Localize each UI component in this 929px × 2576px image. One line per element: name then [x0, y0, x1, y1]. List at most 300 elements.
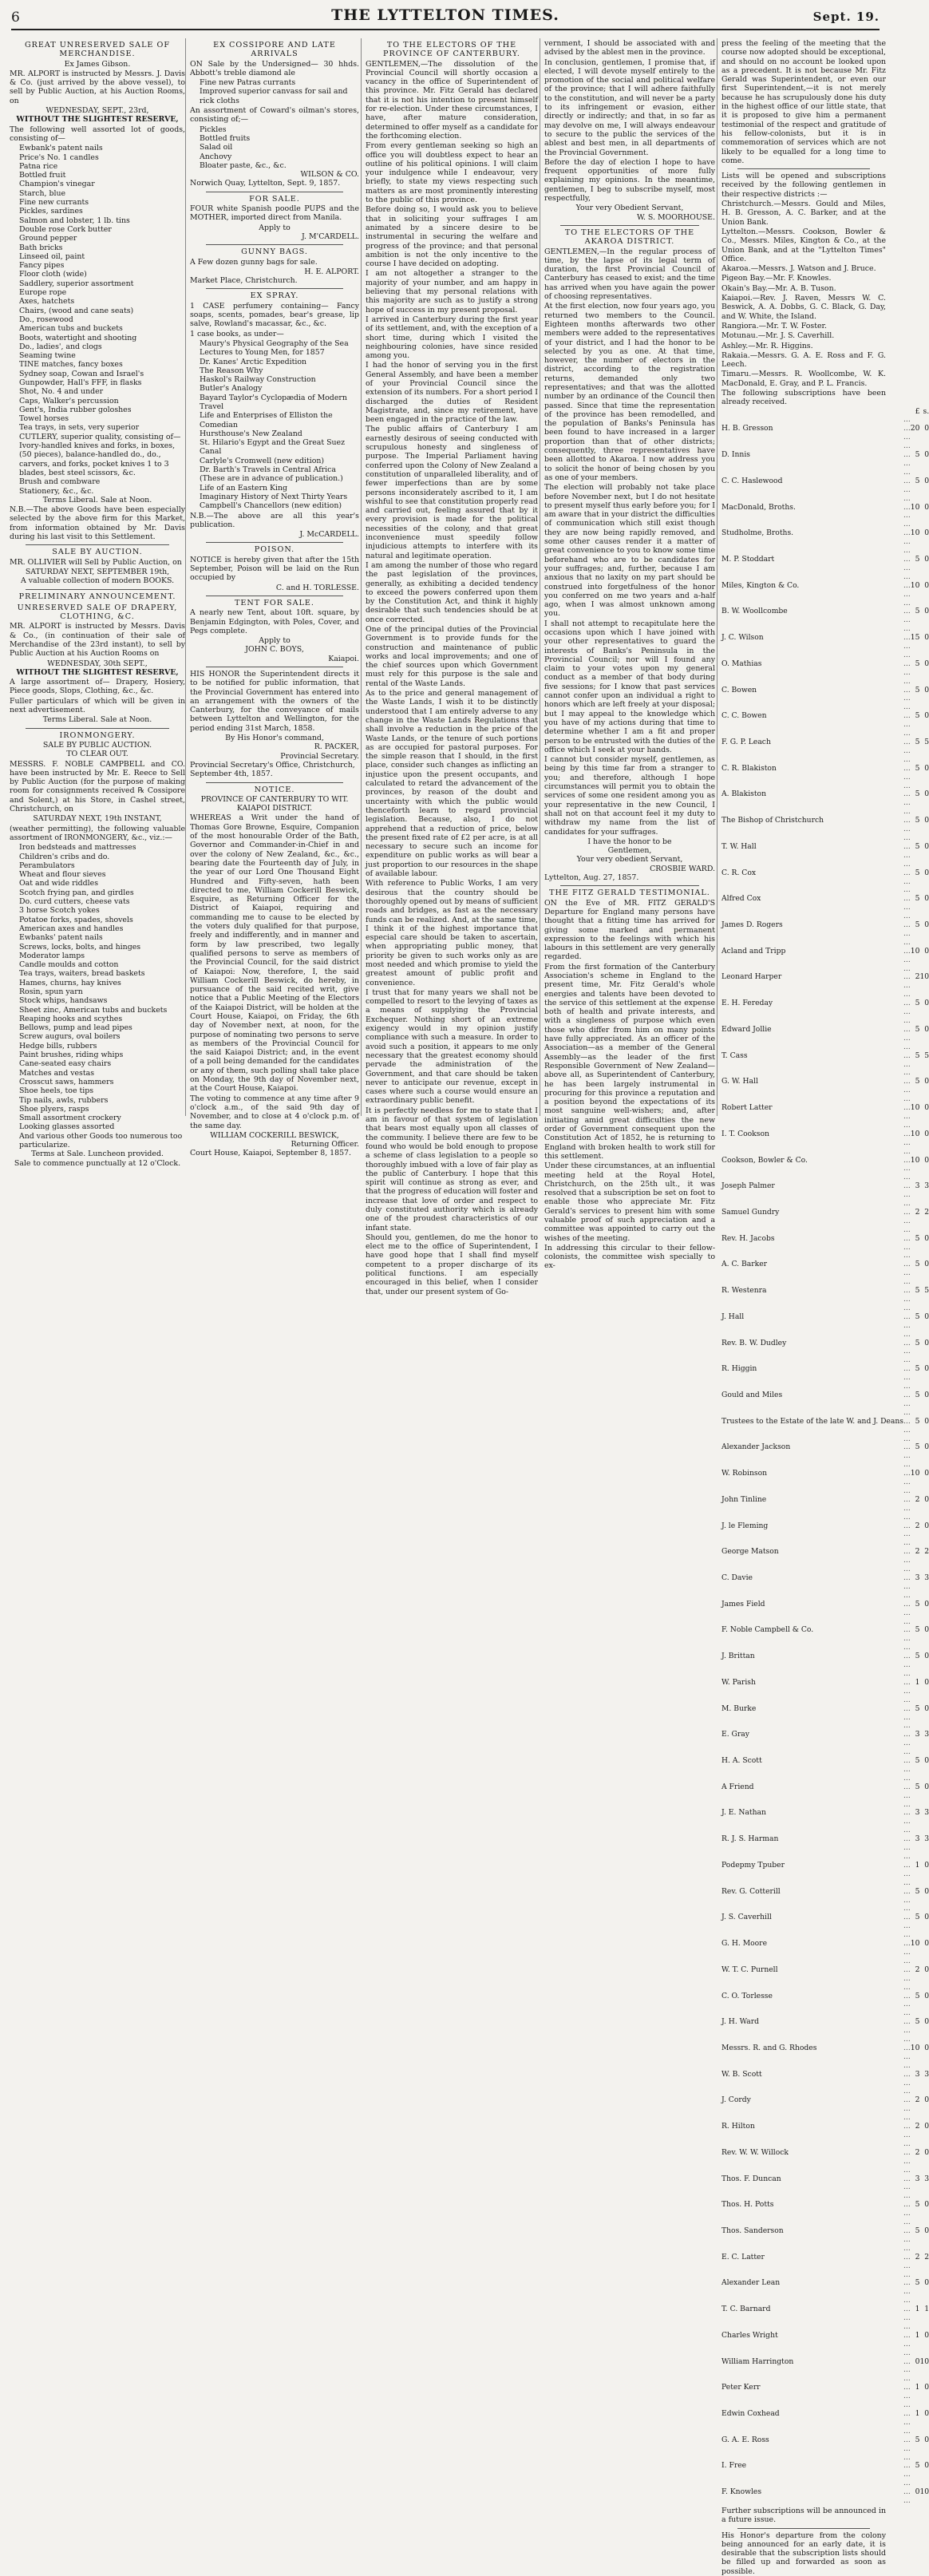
amount-shillings: 0: [924, 580, 929, 590]
ad-terms: Sale to commence punctually at 12 o'Clock.: [14, 1158, 181, 1168]
leader-dots: ... ... ...: [903, 1016, 911, 1043]
amount-shillings: 0: [924, 816, 929, 825]
leader-dots: ... ... ...: [903, 1329, 911, 1356]
list-item: Campbell's Chancellors (new edition): [200, 501, 342, 511]
ad-terms: Terms Liberal. Sale at Noon.: [42, 715, 152, 725]
table-row: [721, 1278, 929, 1304]
amount-pounds: 2: [915, 1547, 920, 1557]
amount-pounds: 5: [915, 1024, 920, 1034]
amount-shillings: 0: [924, 1494, 929, 1504]
amount-pounds: 15: [910, 633, 920, 643]
notice-heading: NOTICE.: [254, 785, 295, 794]
table-row: [721, 782, 929, 809]
notice-body: WHEREAS a Writ under the hand of Thomas Gore Browne, Esquire, Companion of the most honourable Order of the Bath, Governor and Commander-in-Chief in and over the colony of New Zealand, &c., &c., bearing date the Fourteenth day of July, in the year of our Lord One Thousand Eight Hundred and Fifty-seven, hath been directed to me, William Cockerill Beswick, Esquire, as Returning Officer for the District of Kaiapoi, requiring and commanding me to cause to be elected by the voters duly qualified for that purpose, freely and indifferently, and in manner and form by law prescribed, two legally qualified persons to serve as members of the Provincial Council, for the said district of Kaiapoi: Now, therefore, I, the said William Cockerill Beswick, do hereby, in pursuance of the said recited writ, give notice that a Public Meeting of the Electors of the Kaiapoi District, will be holden at the Court House, Kaiapoi, on Friday, the 6th day of November next, at noon, for the purpose of nominating two persons to serve as members of the Provincial Council for the said Kaiapoi District; and, in the event of a poll being demanded for the candidates or any of them, such polling shall take place on Monday, the 9th day of November next, at the Court House, Kaiapoi.: [190, 813, 359, 1094]
leader-dots: ... ... ...: [903, 1512, 911, 1539]
ad-body: Fuller particulars of which will be given in next advertisement.: [10, 696, 185, 715]
table-row: [721, 2114, 929, 2140]
amount-pounds: 5: [915, 2200, 920, 2210]
table-row: [721, 1331, 929, 1357]
paragraph: The election will probably not take place before November next, but I do not hesitate to present myself thus early before you; for I am aware that in your district the difficulties of communication which still exist though they are now being rapidly removed, and some other causes render it a matter of great convenience to you to know some time beforehand who are to be candidates for your suffrages; and, further, because I am anxious that no laxity on my part should be construed into forgetfulness of the honor you conferred on me two years and a-half ago, when I was almost unknown among you.: [544, 483, 715, 619]
leader-dots: ... ... ...: [903, 1277, 911, 1304]
amount-pounds: 1: [915, 1677, 920, 1687]
subscriber-name: C. C. Haslewood: [721, 476, 783, 485]
subscriber-name: Miles, Kington & Co.: [721, 580, 800, 590]
amount-pounds: 5: [915, 685, 920, 694]
amount-pounds: 5: [915, 2461, 920, 2471]
amount-pounds: 10: [910, 528, 920, 538]
list-item: Lyttelton.—Messrs. Cookson, Bowler & Co., Messrs. Miles, Kington & Co., at the Union Bank, and at the "Lyttelton Times" Office.: [721, 227, 886, 263]
address-heading: TO THE ELECTORS OF THE PROVINCE OF CANTERBURY.: [383, 41, 520, 59]
subscriber-name: Thos. F. Duncan: [721, 2174, 781, 2183]
amount-shillings: 0: [924, 1442, 929, 1452]
address-body: [544, 39, 715, 203]
list-item: Small assortment crockery: [19, 1114, 121, 1123]
amount-pounds: 5: [915, 2435, 920, 2444]
table-row: [721, 2401, 929, 2428]
amount-shillings: 0: [924, 1886, 929, 1896]
address-signature: CROSBIE WARD.: [650, 864, 715, 873]
ad-signature: J. M'CARDELL.: [302, 231, 359, 241]
leader-dots: ... ... ...: [903, 2479, 911, 2506]
notice-subheading: KAIAPOI DISTRICT.: [236, 804, 313, 813]
amount-shillings: 0: [924, 1677, 929, 1687]
table-row: [721, 1069, 929, 1095]
ad-heading: FOR SALE.: [249, 194, 300, 204]
amount-shillings: 0: [924, 946, 929, 956]
list-item: Caps, Walker's percussion: [19, 396, 119, 406]
paragraph: I am not altogether a stranger to the majority of your number, and am happy in believing that my personal relations with this majority are such as to justify a strong hope of success in my present proposal.: [366, 269, 538, 315]
leader-dots: ... ... ...: [903, 493, 911, 520]
shillings-header: s.: [923, 406, 929, 416]
ad-subheading: UNRESERVED SALE OF DRAPERY, CLOTHING, &C.: [17, 603, 178, 622]
paragraph: From the first formation of the Canterbury Association's scheme in England to the present time, Mr. Fitz Gerald's whole energies and talents have been devoted to the service of this settlement at the expense both of health and private interests, and with a singleness of purpose which even those who differ from him on many points have fully appreciated. As an officer of the Association—as a member of the General Assembly—as the leader of the first Responsible Government of New Zealand—above all, as Superintendent of Canterbury, he has been largely instrumental in procuring for this province a reputation and a position beyond the expectations of its most sanguine well-wishers; and, after initiating amid great difficulties the new order of Government consequent upon the Constitution Act of 1852, he is returning to England with broken health to work still for this settlement.: [544, 962, 715, 1161]
table-row: [721, 1775, 929, 1801]
article-body: Lists will be opened and subscriptions received by the following gentlemen in their respective districts :—: [721, 172, 886, 199]
amount-pounds: 3: [915, 1573, 920, 1583]
amount-shillings: 0: [924, 528, 929, 538]
list-item: Do. curd cutters, cheese vats: [19, 897, 130, 907]
subscriber-name: I. T. Cookson: [721, 1129, 769, 1138]
leader-dots: ... ... ...: [903, 1590, 911, 1617]
table-row: [721, 1853, 929, 1879]
list-item: Wheat and flour sieves: [19, 870, 106, 880]
leader-dots: ... ... ...: [903, 2452, 911, 2479]
list-item: Ewbank's patent nails: [19, 144, 103, 153]
amount-pounds: 10: [910, 946, 920, 956]
amount-shillings: 3: [924, 1730, 929, 1739]
amount-pounds: 5: [915, 1652, 920, 1661]
subscriber-name: Robert Latter: [721, 1103, 773, 1113]
paragraph: Should you, gentlemen, do me the honor to elect me to the office of Superintendent, I have good hope that I shall find myself competent to a proper discharge of its political functions. I am especially encouraged in this belief, when I consider that, under our present system of Go-: [366, 1233, 538, 1296]
article-heading: THE FITZ GERALD TESTIMONIAL.: [549, 888, 710, 898]
amount-shillings: 0: [924, 894, 929, 904]
table-row: [721, 1122, 929, 1148]
table-row: [721, 2428, 929, 2454]
amount-shillings: 0: [924, 2435, 929, 2444]
amount-pounds: 5: [915, 1886, 920, 1896]
amount-shillings: 5: [924, 738, 929, 747]
table-row: [721, 1252, 929, 1278]
amount-pounds: 5: [915, 1390, 920, 1399]
amount-pounds: 5: [915, 1364, 920, 1374]
subscriber-name: R. Hilton: [721, 2122, 755, 2131]
table-row: [721, 756, 929, 782]
subscriber-name: Alexander Lean: [721, 2278, 781, 2288]
subscriber-name: G. H. Moore: [721, 1939, 768, 1949]
table-row: [721, 1801, 929, 1827]
amount-shillings: 0: [924, 920, 929, 930]
subscriber-name: R. Higgin: [721, 1364, 757, 1374]
amount-pounds: 1: [915, 2409, 920, 2419]
table-row: [721, 599, 929, 626]
ad-place: Kaiapoi.: [328, 654, 359, 663]
paragraph: I had the honor of serving you in the first General Assembly, and have been a member of your Provincial Council since the extension of its numbers. For a short period I discharged the duties of Resident Magistrate, and, since my retirement, have been engaged in the practice of the law.: [366, 361, 538, 425]
subscriber-name: J. S. Caverhill: [721, 1913, 772, 1922]
divider: [737, 2528, 870, 2529]
ad-heading: POISON.: [254, 545, 295, 555]
list-item: Double rose Cork butter: [19, 224, 112, 234]
amount-pounds: 10: [910, 1469, 920, 1478]
amount-pounds: 2: [915, 1494, 920, 1504]
list-item: Moderator lamps: [19, 951, 85, 960]
subscriber-name: J. Brittan: [721, 1652, 755, 1661]
table-row: [721, 1435, 929, 1462]
amount-pounds: 5: [915, 841, 920, 851]
amount-shillings: 3: [924, 1834, 929, 1844]
list-item: Perambulators: [19, 861, 75, 870]
leader-dots: ... ... ...: [903, 964, 911, 991]
subscriber-name: J. Cordy: [721, 2095, 751, 2105]
list-item: Dr. Barth's Travels in Central Africa: [200, 465, 337, 475]
amount-shillings: 0: [924, 1260, 929, 1269]
paragraph: From every gentleman seeking so high an office you will doubtless expect to hear an outline of his political opinions. I will claim your indulgence while I endeavour, very briefly, to state my views respecting such matters as are most prominently interesting to the public of this province.: [366, 141, 538, 205]
amount-shillings: 5: [924, 1286, 929, 1296]
table-row: [721, 1173, 929, 1200]
table-row: [721, 2036, 929, 2062]
subscriber-name: Cookson, Bowler & Co.: [721, 1155, 808, 1165]
list-item: Matches and vestas: [19, 1068, 95, 1078]
ad-body: A Few dozen gunny bags for sale.: [190, 257, 318, 267]
leader-dots: ... ... ...: [903, 937, 911, 964]
subscriber-name: J. E. Nathan: [721, 1808, 766, 1818]
amount-shillings: 0: [924, 1103, 929, 1113]
subscriber-name: Studholme, Broths.: [721, 528, 794, 538]
table-row: [721, 2062, 929, 2088]
leader-dots: ... ... ...: [903, 650, 911, 677]
amount-pounds: 5: [915, 1625, 920, 1635]
amount-shillings: 0: [924, 1703, 929, 1713]
paragraph: I am among the number of those who regard the past legislation of the provinces, generally, as exhibiting a decided tendency to exceed the powers conferred upon them by the Constitution Act, and think it highly desirable that such tendencies should be at once corrected.: [366, 560, 538, 624]
amount-shillings: 0: [924, 2278, 929, 2288]
notice-signature: Returning Officer.: [291, 1140, 359, 1150]
subscriber-name: J. le Fleming: [721, 1521, 769, 1530]
leader-dots: ... ... ...: [903, 2191, 911, 2218]
amount-shillings: 3: [924, 2174, 929, 2183]
ad-body: Apply to: [259, 223, 291, 232]
notice-signature: R. PACKER,: [314, 742, 359, 752]
amount-shillings: 0: [924, 685, 929, 694]
ad-heading: EX COSSIPORE AND LATE ARRIVALS: [213, 41, 336, 59]
column-4: [540, 38, 719, 1271]
leader-dots: ... ... ...: [903, 1799, 911, 1826]
list-item: Tea trays, in sets, very superior: [19, 423, 140, 433]
table-row: [721, 442, 929, 469]
subscriber-name: R. Westenra: [721, 1286, 767, 1296]
table-row: [721, 2218, 929, 2245]
subscriber-name: W. B. Scott: [721, 2069, 762, 2079]
ad-body: The following well assorted lot of goods, consisting of—: [10, 125, 185, 143]
amount-shillings: 10: [919, 972, 929, 982]
subscriber-name: T. Cass: [721, 1051, 748, 1060]
amount-pounds: 5: [915, 1051, 920, 1060]
amount-shillings: 2: [924, 1207, 929, 1217]
amount-shillings: 0: [924, 2095, 929, 2105]
article-note: Further subscriptions will be announced in a future issue.: [721, 2506, 886, 2525]
list-item: 3 horse Scotch yokes: [19, 906, 100, 916]
table-row: [721, 939, 929, 965]
list-item: Rakaia.—Messrs. G. A. E. Ross and F. G. Leech.: [721, 350, 886, 370]
address-close: Gentlemen,: [607, 846, 652, 856]
leader-dots: ... ... ...: [903, 990, 911, 1017]
table-row: [721, 416, 929, 442]
subscriber-name: A. C. Barker: [721, 1260, 768, 1269]
table-row: [721, 1148, 929, 1174]
list-item: (These are in advance of publication.): [200, 474, 343, 484]
address-close: I have the honor to be: [587, 837, 672, 846]
table-row: [721, 495, 929, 521]
leader-dots: ... ... ...: [903, 1878, 911, 1905]
ad-body: 1 case books, as under—: [190, 329, 284, 338]
list-item: Butler's Analogy: [200, 384, 263, 394]
subscriber-name: Messrs. R. and G. Rhodes: [721, 2043, 817, 2052]
amount-pounds: 5: [915, 1077, 920, 1086]
table-row: [721, 1565, 929, 1592]
leader-dots: ... ... ...: [903, 2113, 911, 2140]
table-row: [721, 2297, 929, 2323]
leader-dots: ... ... ...: [903, 1565, 911, 1591]
amount-shillings: 0: [924, 424, 929, 433]
leader-dots: ... ... ...: [903, 1173, 911, 1200]
table-row: [721, 2087, 929, 2114]
amount-shillings: 0: [924, 1364, 929, 1374]
subscriber-name: Rev. H. Jacobs: [721, 1233, 775, 1243]
subscription-agents: [721, 200, 886, 388]
amount-pounds: 5: [915, 738, 920, 747]
paragraph: I cannot but consider myself, gentlemen, as being by this time far from a stranger to you; and therefore, although I hope circumstances will permit you to obtain the services of some one resident among you as your representative in the new Council, I shall not on that account feel it my duty to withdraw my name from the list of candidates for your suffrages.: [544, 755, 715, 837]
ad-heading: PRELIMINARY ANNOUNCEMENT.: [18, 592, 176, 601]
column-1: [6, 38, 188, 1168]
subscriber-name: T. W. Hall: [721, 841, 757, 851]
list-item: Scotch frying pan, and girdles: [19, 888, 134, 897]
list-item: Carlyle's Cromwell (new edition): [200, 456, 325, 465]
subscriber-name: C. R. Cox: [721, 868, 757, 877]
ad-body: Apply to: [259, 636, 291, 646]
table-row: [721, 2323, 929, 2349]
table-row: [721, 1722, 929, 1748]
amount-shillings: 0: [924, 2383, 929, 2392]
leader-dots: ... ... ...: [903, 1460, 911, 1487]
leader-dots: ... ... ...: [903, 885, 911, 912]
list-item: Akaroa.—Messrs. J. Watson and J. Bruce.: [721, 264, 876, 274]
list-item: Stock whips, handsaws: [19, 996, 108, 1006]
leader-dots: ... ... ...: [903, 1146, 911, 1173]
ad-body: NOTICE is hereby given that after the 15th September, Poison will be laid on the Run occupied by: [190, 555, 359, 583]
amount-pounds: 5: [915, 1416, 920, 1426]
amount-shillings: 0: [924, 633, 929, 643]
amount-shillings: 0: [924, 1129, 929, 1138]
ad-body: 1 CASE perfumery containing— Fancy soaps, scents, pomades, bear's grease, lip salve, Rowland's macassar, &c., &c.: [190, 301, 359, 329]
amount-shillings: 0: [924, 2122, 929, 2131]
amount-pounds: 5: [915, 763, 920, 773]
list-item: Towel horses: [19, 414, 69, 424]
amount-pounds: 10: [910, 1939, 920, 1949]
table-row: [721, 651, 929, 678]
leader-dots: ... ... ...: [903, 467, 911, 494]
amount-pounds: 20: [910, 424, 920, 433]
leader-dots: ... ... ...: [903, 1042, 911, 1069]
table-row: [721, 730, 929, 756]
list-item: Candle moulds and cotton: [19, 960, 119, 970]
amount-shillings: 2: [924, 1547, 929, 1557]
subscriber-name: M. Burke: [721, 1703, 757, 1713]
subscriber-name: D. Innis: [721, 450, 750, 460]
divider: [560, 885, 699, 886]
list-item: The Reason Why: [200, 366, 263, 375]
list-item: Salad oil: [200, 143, 233, 152]
list-item: Axes, hatchets: [19, 297, 75, 307]
list-item: Salmon and lobster, 1 lb. tins: [19, 216, 130, 225]
amount-shillings: 10: [919, 2356, 929, 2366]
amount-pounds: 5: [915, 659, 920, 668]
subscriber-name: A Friend: [721, 1782, 754, 1791]
amount-shillings: 0: [924, 789, 929, 799]
divider: [737, 168, 870, 169]
amount-pounds: 1: [915, 2330, 920, 2340]
list-item: Haskol's Railway Construction: [200, 375, 316, 385]
amount-shillings: 0: [924, 763, 929, 773]
table-row: [721, 1957, 929, 1984]
list-item: Starch, blue: [19, 188, 66, 198]
amount-pounds: 5: [915, 711, 920, 721]
leader-dots: ... ... ...: [903, 572, 911, 599]
subscriber-name: George Matson: [721, 1547, 779, 1557]
amount-shillings: 0: [924, 659, 929, 668]
table-row: [721, 2245, 929, 2271]
subscriber-name: H. B. Gresson: [721, 424, 773, 433]
amount-pounds: 0: [915, 2356, 920, 2366]
subscriber-name: E. H. Fereday: [721, 999, 773, 1008]
subscriber-name: Rev. W. W. Willock: [721, 2147, 789, 2157]
leader-dots: ... ... ...: [903, 1616, 911, 1644]
table-row: [721, 1984, 929, 2010]
amount-pounds: 2: [915, 1521, 920, 1530]
paragraph: In addressing this circular to their fellow-colonists, the committee wish specially to ex-: [544, 1243, 715, 1271]
list-item: Imaginary History of Next Thirty Years: [200, 492, 348, 501]
ad-body: MR. OLLIVIER will Sell by Public Auction, on: [10, 557, 182, 567]
table-row: [721, 1043, 929, 1070]
table-row: [721, 1356, 929, 1383]
list-item: Linseed oil, paint: [19, 251, 85, 261]
table-row: [721, 1905, 929, 1931]
amount-shillings: 3: [924, 2069, 929, 2079]
amount-shillings: 0: [924, 502, 929, 512]
amount-pounds: 5: [915, 1913, 920, 1922]
leader-dots: ... ... ...: [903, 1773, 911, 1800]
leader-dots: ... ... ...: [903, 1643, 911, 1670]
leader-dots: ... ... ...: [903, 754, 911, 782]
list-item: Okain's Bay.—Mr. A. B. Tuson.: [721, 283, 836, 293]
amount-shillings: 3: [924, 1181, 929, 1191]
amount-shillings: 3: [924, 1573, 929, 1583]
subscriber-name: T. C. Barnard: [721, 2305, 771, 2314]
amount-pounds: 5: [915, 1599, 920, 1609]
leader-dots: ... ... ...: [903, 833, 911, 860]
table-row: [721, 1592, 929, 1618]
list-item: Potatoe forks, spades, shovels: [19, 915, 133, 924]
amount-shillings: 0: [924, 1024, 929, 1034]
amount-shillings: 0: [924, 2330, 929, 2340]
amount-pounds: 10: [910, 2043, 920, 2052]
amount-pounds: 2: [915, 1965, 920, 1974]
ad-note: N.B.—The above are all this year's publication.: [190, 511, 359, 529]
leader-dots: ... ... ...: [903, 624, 911, 651]
notice-body: By His Honor's command,: [225, 734, 324, 743]
amount-pounds: 10: [910, 502, 920, 512]
subscriber-name: J. Hall: [721, 1312, 745, 1321]
divider: [26, 589, 169, 590]
amount-shillings: 1: [924, 2305, 929, 2314]
amount-pounds: 3: [915, 1834, 920, 1844]
amount-pounds: 5: [915, 1703, 920, 1713]
amount-pounds: 5: [915, 476, 920, 485]
list-item: Pickles, sardines: [19, 207, 83, 216]
subscriber-name: C. C. Bowen: [721, 711, 767, 721]
leader-dots: ... ... ...: [903, 1904, 911, 1931]
paragraph: In conclusion, gentlemen, I promise that, if elected, I will devote myself entirely to the promotion of the social and political welfare of the province; that I will adhere faithfully to the constitution, and will never be a party to its infringement or evasion, either directly or indirectly; and that, in so far as may devolve on me, I will always endeavour to secure to the public the services of the ablest and best men, in all departments of the Provincial Government.: [544, 57, 715, 157]
table-row: [721, 1826, 929, 1853]
amount-shillings: 0: [924, 1416, 929, 1426]
subscriber-name: E. C. Latter: [721, 2252, 765, 2261]
amount-shillings: 0: [924, 868, 929, 877]
amount-pounds: 2: [915, 972, 920, 982]
list-item: Pickles: [200, 125, 227, 134]
list-item: Tip nails, awls, rubbers: [19, 1095, 109, 1105]
table-row: [721, 547, 929, 573]
table-row: [721, 2009, 929, 2036]
subscriber-name: F. Knowles: [721, 2487, 762, 2497]
list-item: Do., ladies', and clogs: [19, 342, 102, 351]
leader-dots: ... ... ...: [903, 520, 911, 547]
subscriber-name: E. Gray: [721, 1730, 749, 1739]
table-header: [721, 408, 929, 417]
subscriber-name: O. Mathias: [721, 659, 762, 668]
ad-body: A large assortment of— Drapery, Hosiery, Piece goods, Slops, Clothing, &c., &c.: [10, 678, 185, 696]
ad-body: A nearly new Tent, about 10ft. square, by Benjamin Edgington, with Poles, Cover, and Pegs complete.: [190, 608, 359, 635]
divider: [206, 288, 343, 289]
notice-subheading: PROVINCE OF CANTERBURY TO WIT.: [200, 794, 349, 804]
subscriber-name: A. Blakiston: [721, 789, 767, 799]
table-row: [721, 912, 929, 939]
table-row: [721, 1618, 929, 1644]
table-row: [721, 1409, 929, 1435]
leader-dots: ... ... ...: [903, 2321, 911, 2348]
list-item: Shot, No. 4 and under: [19, 387, 104, 397]
amount-shillings: 0: [924, 2200, 929, 2210]
ad-heading: SALE BY AUCTION.: [52, 548, 143, 557]
ad-body: MR. ALPORT is instructed by Messrs. Davis & Co., (in continuation of their sale of Merchandise of the 23rd instant), to sell by Public Auction at his Auction Rooms on: [10, 622, 185, 659]
subscriber-name: J. C. Wilson: [721, 633, 764, 643]
subscriber-name: James D. Rogers: [721, 920, 783, 930]
